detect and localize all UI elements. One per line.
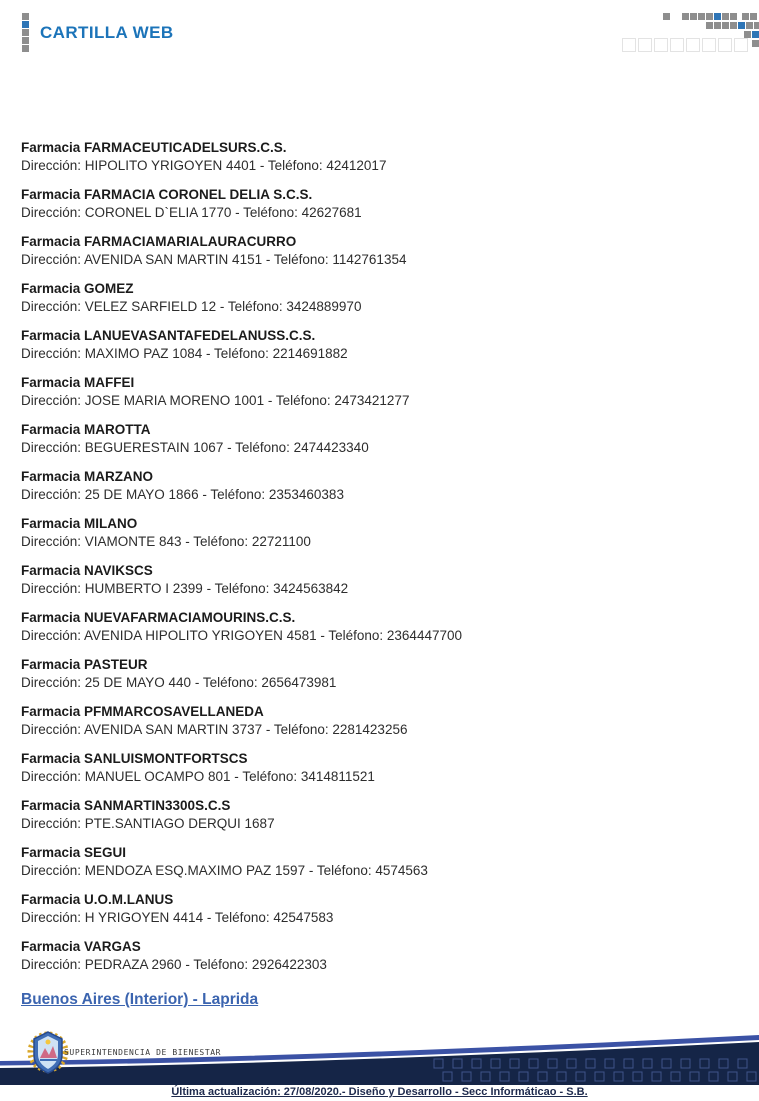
pharmacy-detail: Dirección: PEDRAZA 2960 - Teléfono: 2926422303 xyxy=(21,957,327,972)
pharmacy-detail: Dirección: JOSE MARIA MORENO 1001 - Teléfono: 2473421277 xyxy=(21,393,410,408)
pharmacy-title: Farmacia PFMMARCOSAVELLANEDA xyxy=(21,704,264,719)
decor-square xyxy=(706,13,713,20)
decor-square xyxy=(738,22,745,29)
footer xyxy=(0,1028,759,1101)
pharmacy-entry xyxy=(21,938,741,974)
pharmacy-detail: Dirección: MANUEL OCAMPO 801 - Teléfono: 3414811521 xyxy=(21,769,375,784)
pharmacy-entry xyxy=(21,797,741,833)
decor-square xyxy=(698,13,705,20)
pharmacy-title: Farmacia FARMACIAMARIALAURACURRO xyxy=(21,234,297,249)
decor-square xyxy=(702,38,716,52)
pharmacy-entry xyxy=(21,468,741,504)
pharmacy-entry xyxy=(21,562,741,598)
pharmacy-title: Farmacia MAFFEI xyxy=(21,375,135,390)
decor-square xyxy=(622,38,636,52)
pharmacy-entry xyxy=(21,609,741,645)
pharmacy-entry xyxy=(21,186,741,222)
pharmacy-entry xyxy=(21,891,741,927)
decor-square xyxy=(22,29,29,36)
pharmacy-title: Farmacia VARGAS xyxy=(21,939,141,954)
decor-square xyxy=(734,38,748,52)
pharmacy-detail: Dirección: HUMBERTO I 2399 - Teléfono: 3424563842 xyxy=(21,581,349,596)
decor-square xyxy=(654,38,668,52)
pharmacy-entry xyxy=(21,750,741,786)
pharmacy-detail: Dirección: 25 DE MAYO 1866 - Teléfono: 2353460383 xyxy=(21,487,344,502)
pharmacy-title: Farmacia MARZANO xyxy=(21,469,154,484)
pharmacy-detail: Dirección: BEGUERESTAIN 1067 - Teléfono: 2474423340 xyxy=(21,440,369,455)
pharmacy-title: Farmacia PASTEUR xyxy=(21,657,148,672)
pharmacy-detail: Dirección: AVENIDA SAN MARTIN 4151 - Teléfono: 1142761354 xyxy=(21,252,407,267)
pharmacy-title: Farmacia U.O.M.LANUS xyxy=(21,892,174,907)
decor-square xyxy=(730,22,737,29)
decor-square xyxy=(742,13,749,20)
decor-square xyxy=(752,40,759,47)
pharmacy-entry xyxy=(21,233,741,269)
decor-square xyxy=(670,38,684,52)
pharmacy-entry xyxy=(21,327,741,363)
pharmacy-title: Farmacia NUEVAFARMACIAMOURINS.C.S. xyxy=(21,610,296,625)
decor-square xyxy=(682,13,689,20)
pharmacy-title: Farmacia SEGUI xyxy=(21,845,127,860)
pharmacy-detail: Dirección: AVENIDA HIPOLITO YRIGOYEN 4581 - Teléfono: 2364447700 xyxy=(21,628,462,643)
pharmacy-title: Farmacia FARMACIA CORONEL DELIA S.C.S. xyxy=(21,187,313,202)
decor-square xyxy=(730,13,737,20)
pharmacy-entry xyxy=(21,139,741,175)
page-title: CARTILLA WEB xyxy=(40,23,174,42)
decor-square xyxy=(22,37,29,44)
pharmacy-entry xyxy=(21,515,741,551)
pharmacy-title: Farmacia FARMACEUTICADELSURS.C.S. xyxy=(21,140,287,155)
decor-square xyxy=(752,31,759,38)
decor-square xyxy=(754,22,759,29)
decor-square xyxy=(718,38,732,52)
organization-name: SUPERINTENDENCIA DE BIENESTAR xyxy=(64,1048,222,1057)
pharmacy-entry xyxy=(21,703,741,739)
pharmacy-entry xyxy=(21,374,741,410)
pharmacy-detail: Dirección: MENDOZA ESQ.MAXIMO PAZ 1597 - Teléfono: 4574563 xyxy=(21,863,428,878)
pharmacy-detail: Dirección: HIPOLITO YRIGOYEN 4401 - Teléfono: 42412017 xyxy=(21,158,387,173)
pharmacy-title: Farmacia SANMARTIN3300S.C.S xyxy=(21,798,231,813)
pharmacy-detail: Dirección: H YRIGOYEN 4414 - Teléfono: 42547583 xyxy=(21,910,334,925)
decor-square xyxy=(690,13,697,20)
decor-square xyxy=(22,45,29,52)
footer-note: Última actualización: 27/08/2020.- Diseño y Desarrollo - Secc Informáticao - S.B. xyxy=(171,1086,588,1098)
pharmacy-title: Farmacia LANUEVASANTAFEDELANUSS.C.S. xyxy=(21,328,316,343)
pharmacy-detail: Dirección: PTE.SANTIAGO DERQUI 1687 xyxy=(21,816,275,831)
pharmacy-entry xyxy=(21,280,741,316)
decor-square xyxy=(22,13,29,20)
decor-square xyxy=(744,31,751,38)
pharmacy-title: Farmacia MILANO xyxy=(21,516,138,531)
pharmacy-entry xyxy=(21,844,741,880)
decor-square xyxy=(638,38,652,52)
decor-square xyxy=(686,38,700,52)
decor-square xyxy=(722,13,729,20)
decor-square xyxy=(722,22,729,29)
pharmacy-detail: Dirección: MAXIMO PAZ 1084 - Teléfono: 2214691882 xyxy=(21,346,348,361)
decor-square xyxy=(663,13,670,20)
header xyxy=(0,0,759,60)
pharmacy-title: Farmacia NAVIKSCS xyxy=(21,563,153,578)
pharmacy-list xyxy=(21,139,741,985)
pharmacy-title: Farmacia GOMEZ xyxy=(21,281,134,296)
pharmacy-detail: Dirección: VELEZ SARFIELD 12 - Teléfono: 3424889970 xyxy=(21,299,362,314)
pharmacy-entry xyxy=(21,656,741,692)
pharmacy-title: Farmacia SANLUISMONTFORTSCS xyxy=(21,751,248,766)
decor-square xyxy=(706,22,713,29)
pharmacy-detail: Dirección: CORONEL D`ELIA 1770 - Teléfono: 42627681 xyxy=(21,205,362,220)
decor-square xyxy=(750,13,757,20)
pharmacy-detail: Dirección: AVENIDA SAN MARTIN 3737 - Teléfono: 2281423256 xyxy=(21,722,408,737)
pharmacy-entry xyxy=(21,421,741,457)
pharmacy-title: Farmacia MAROTTA xyxy=(21,422,151,437)
pharmacy-detail: Dirección: VIAMONTE 843 - Teléfono: 22721100 xyxy=(21,534,311,549)
decor-square xyxy=(714,13,721,20)
decor-square xyxy=(746,22,753,29)
pharmacy-detail: Dirección: 25 DE MAYO 440 - Teléfono: 2656473981 xyxy=(21,675,337,690)
region-link-buenos-aires-interior-laprida[interactable]: Buenos Aires (Interior) - Laprida xyxy=(21,991,259,1008)
decor-square xyxy=(22,21,29,28)
footer-wave-band xyxy=(0,1035,759,1085)
decor-square xyxy=(714,22,721,29)
